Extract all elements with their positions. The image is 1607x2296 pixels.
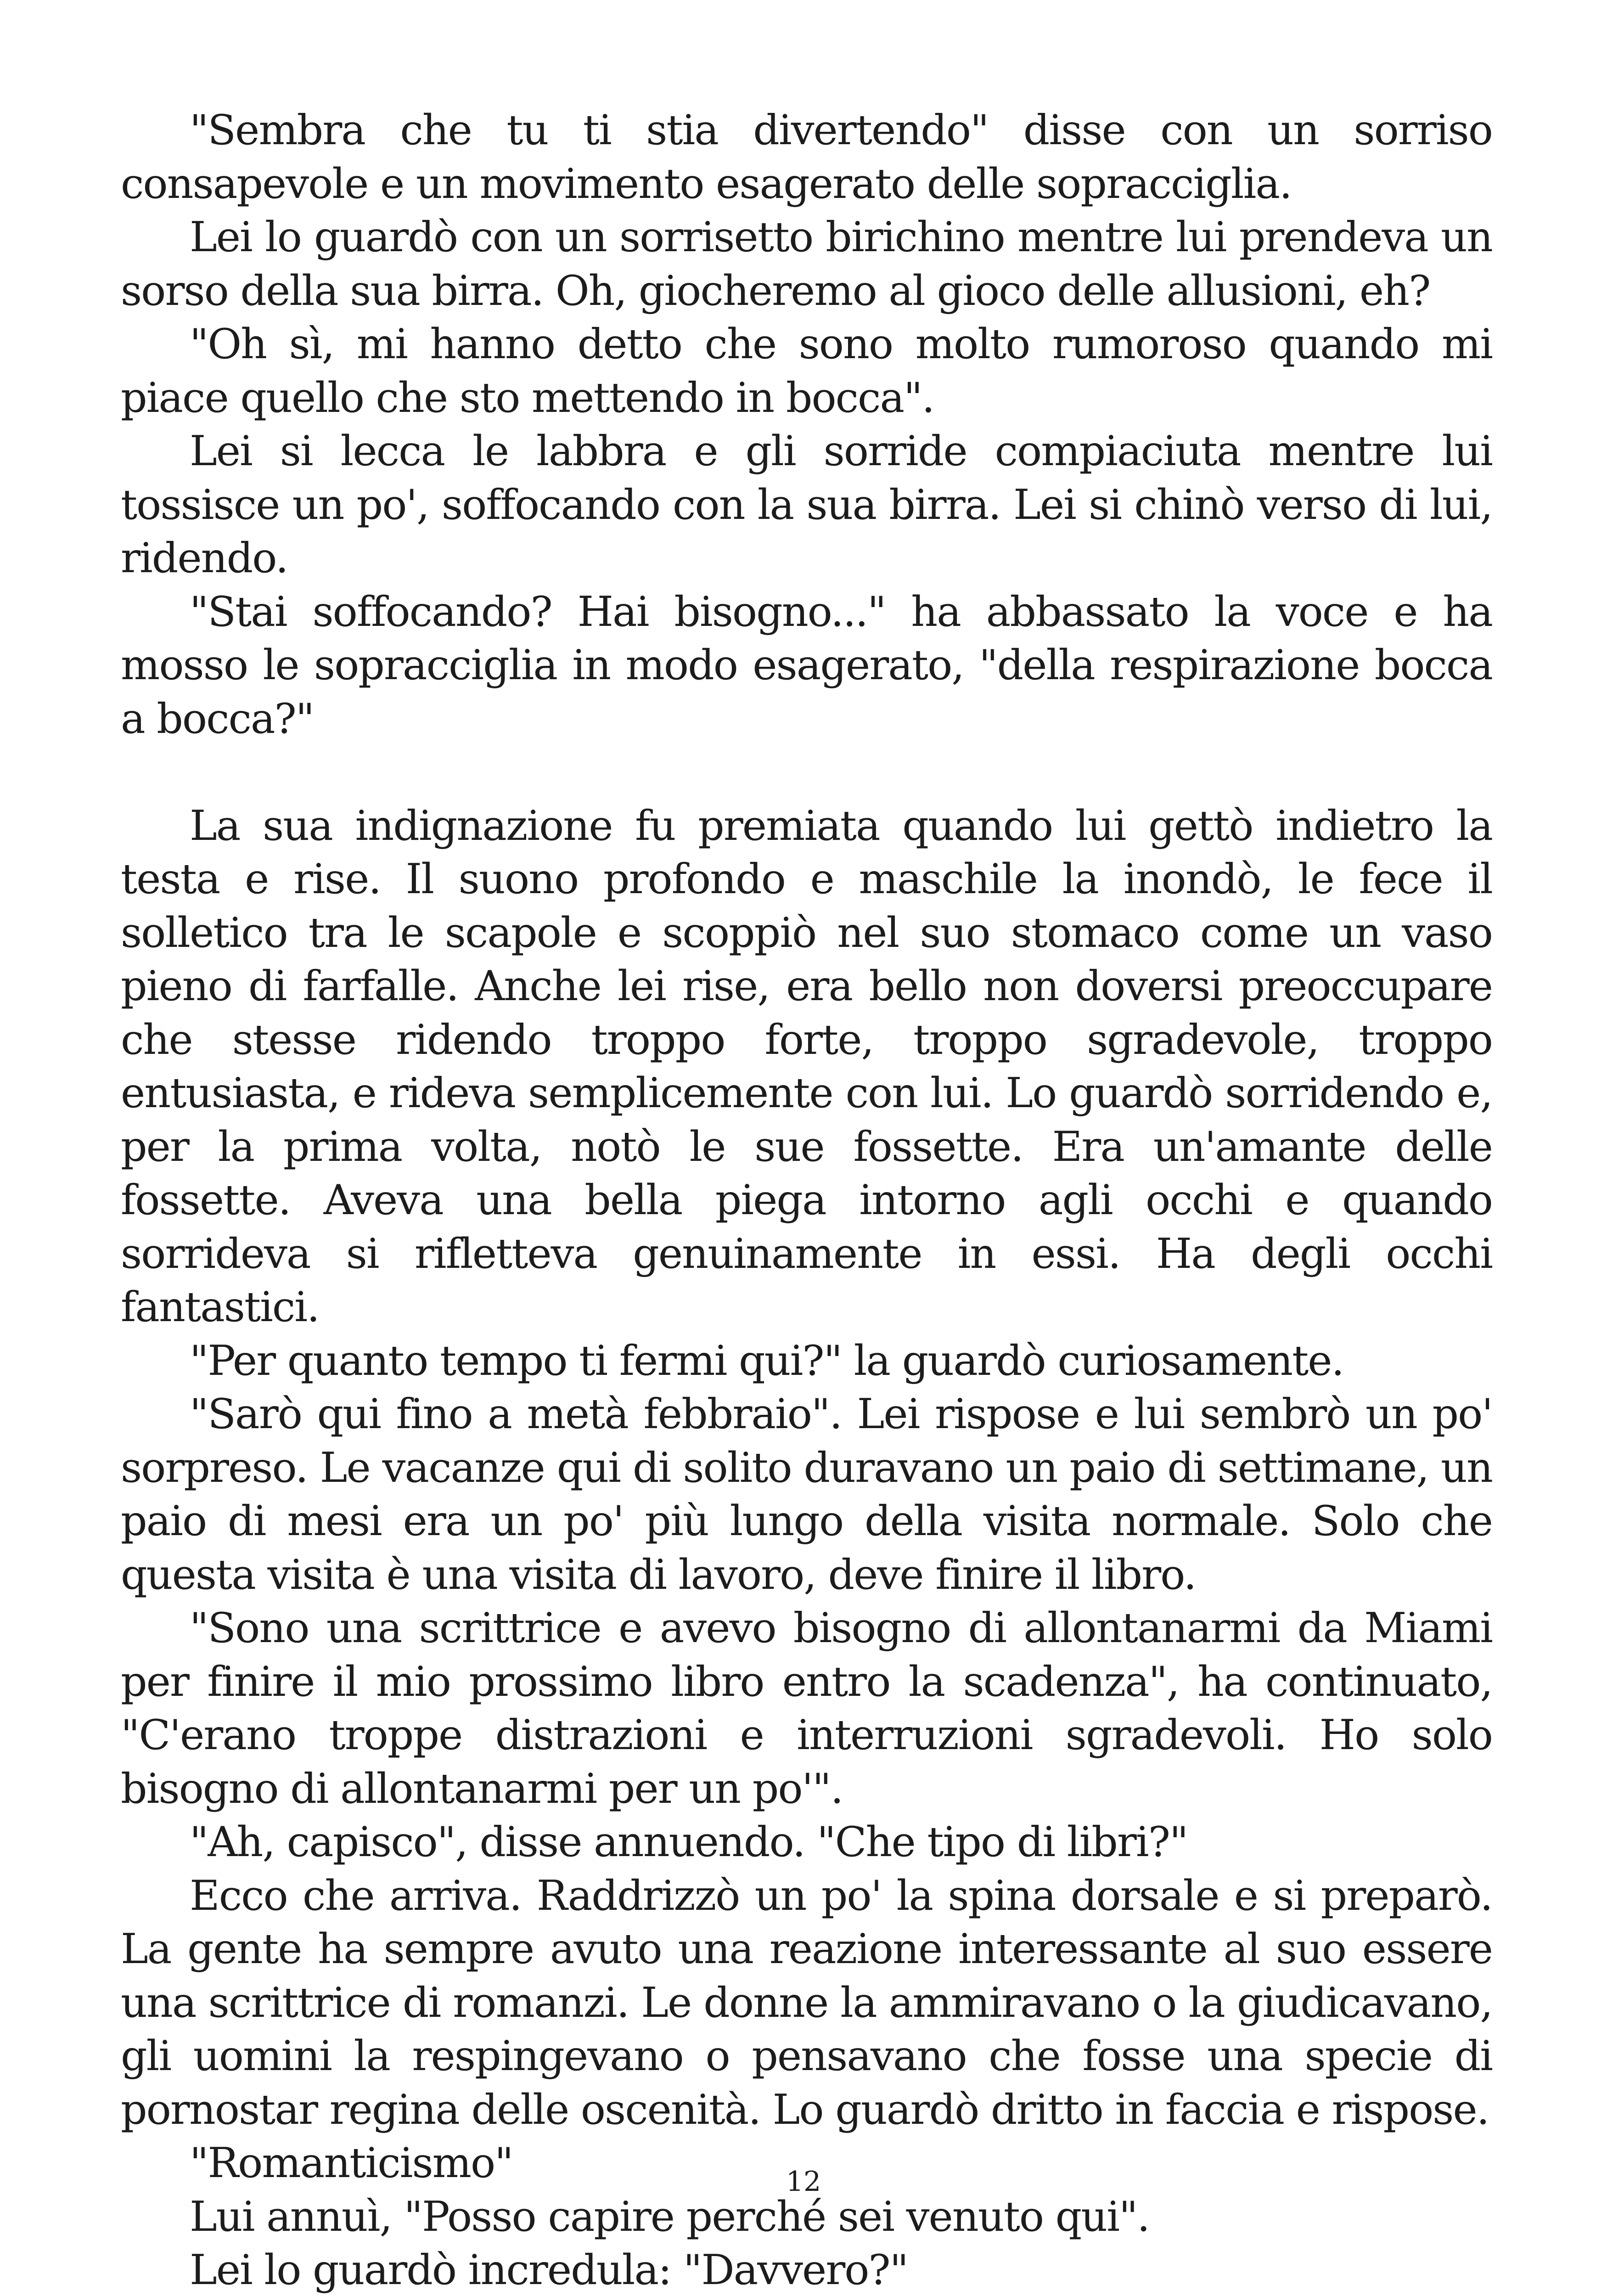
paragraph: "Sono una scrittrice e avevo bisogno di allontanarmi da Miami per finire il mio prossimo libro entro la scadenza", ha continuato, "C'erano troppe distrazioni e interruzioni sgradevoli. Ho solo bisogno di allontanarmi per un po'".	[121, 1604, 1492, 1813]
page-number: 12	[786, 2166, 821, 2198]
paragraph: Lei si lecca le labbra e gli sorride compiaciuta mentre lui tossisce un po', soffocando con la sua birra. Lei si chinò verso di lui, ridendo.	[121, 427, 1492, 582]
section-break	[121, 746, 1492, 799]
paragraph: Lui annuì, "Posso capire perché sei venuto qui".	[190, 2192, 1150, 2241]
paragraph: "Ah, capisco", disse annuendo. "Che tipo di libri?"	[190, 1818, 1188, 1866]
paragraph: "Stai soffocando? Hai bisogno..." ha abbassato la voce e ha mosso le sopracciglia in modo esagerato, "della respirazione bocca a bocca?"	[121, 587, 1492, 743]
paragraph: Lei lo guardò incredula: "Davvero?"	[190, 2246, 908, 2294]
paragraph: "Sembra che tu ti stia divertendo" disse con un sorriso consapevole e un movimento esagerato delle sopracciglia.	[121, 106, 1492, 208]
paragraph: Lei lo guardò con un sorrisetto birichino mentre lui prendeva un sorso della sua birra. Oh, giocheremo al gioco delle allusioni, eh?	[121, 213, 1492, 315]
paragraph: Ecco che arriva. Raddrizzò un po' la spina dorsale e si preparò. La gente ha sempre avuto una reazione interessante al suo essere una scrittrice di romanzi. Le donne la ammiravano o la giudicavano, gli uomini la respingevano o pensavano che fosse una specie di pornostar regina delle oscenità. Lo guardò dritto in faccia e rispose.	[121, 1871, 1492, 2134]
paragraph: "Oh sì, mi hanno detto che sono molto rumoroso quando mi piace quello che sto mettendo in bocca".	[121, 320, 1492, 422]
paragraph: "Per quanto tempo ti fermi qui?" la guardò curiosamente.	[190, 1336, 1344, 1385]
paragraph: "Romanticismo"	[190, 2139, 513, 2187]
paragraph: La sua indignazione fu premiata quando lui gettò indietro la testa e rise. Il suono profondo e maschile la inondò, le fece il solletico tra le scapole e scoppiò nel suo stomaco come un vaso pieno di farfalle. Anche lei rise, era bello non doversi preoccupare che stesse ridendo troppo forte, troppo sgradevole, troppo entusiasta, e rideva semplicemente con lui. Lo guardò sorridendo e, per la prima volta, notò le sue fossette. Era un'amante delle fossette. Aveva una bella piega intorno agli occhi e quando sorrideva si rifletteva genuinamente in essi. Ha degli occhi fantastici.	[121, 801, 1492, 1331]
paragraph: "Sarò qui fino a metà febbraio". Lei rispose e lui sembrò un po' sorpreso. Le vacanze qui di solito duravano un paio di settimane, un paio di mesi era un po' più lungo della visita normale. Solo che questa visita è una visita di lavoro, deve finire il libro.	[121, 1390, 1492, 1599]
